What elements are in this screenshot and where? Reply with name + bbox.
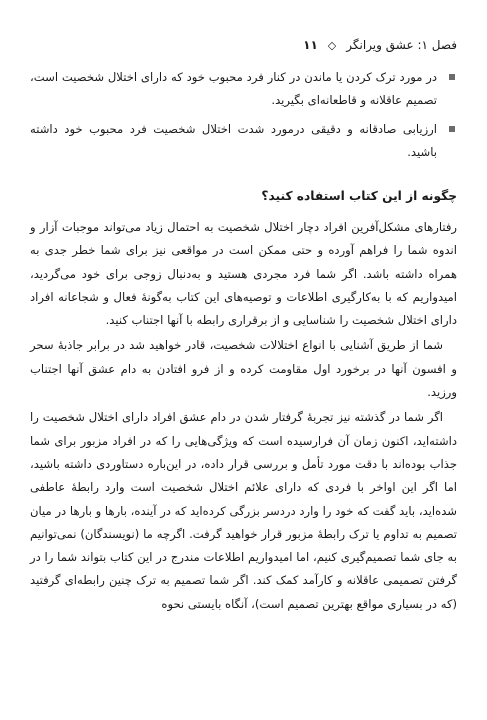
section-heading: چگونه از این کتاب استفاده کنید؟ — [261, 189, 457, 203]
bullet-square-icon — [449, 126, 455, 132]
paragraph: شما از طریق آشنایی با انواع اختلالات شخصیت، قادر خواهید شد در برابر جاذبهٔ سحر و افسون آنها در برخورد اول مقاومت کرده و از فرو افتادن به دام عشق آنها اجتناب ورزید. — [30, 338, 457, 400]
bullet-square-icon — [449, 74, 455, 80]
page-body — [30, 66, 457, 618]
bullet-item — [30, 118, 457, 164]
diamond-separator-icon: ◇ — [327, 38, 337, 52]
page-number: ۱۱ — [303, 38, 318, 52]
paragraph: رفتارهای مشکل‌آفرین افراد دچار اختلال شخصیت به احتمال زیاد می‌تواند موجبات آزار و اندوه شما را فراهم آورده و حتی ممکن است در مواقعی نیز برای شما خطر جدی به همراه داشته باشد. اگر شما فرد مجردی هستید و به‌دنبال زوجی برای خود می‌گردید، امیدواریم که با به‌کارگیری اطلاعات و توصیه‌های این کتاب به‌گونهٔ فعال و شجاعانه افراد دارای اختلال شخصیت را شناسایی و از برقراری رابطه با آنها اجتناب کنید. — [30, 220, 457, 328]
bullet-text: در مورد ترک کردن یا ماندن در کنار فرد محبوب خود که دارای اختلال شخصیت است، تصمیم عاقلانه و قاطعانه‌ای بگیرید. — [30, 70, 437, 107]
chapter-title: فصل ۱: عشق ویرانگر — [346, 38, 457, 52]
bullet-text: ارزیابی صادقانه و دقیقی درمورد شدت اختلال شخصیت فرد محبوب خود داشته باشید. — [30, 122, 437, 159]
paragraph: اگر شما در گذشته نیز تجربهٔ گرفتار شدن در دام عشق افراد دارای اختلال شخصیت را داشته‌اید، اکنون زمان آن فرارسیده است که ویژگی‌هایی را که در افراد مزبور برای شما جذاب بوده‌اند با دقت مورد تأمل و بررسی قرار داده، در این‌باره دستاوردی داشته باشید، اما اگر این اواخر با فردی که دارای علائم اختلال شخصیت است وارد رابطهٔ عاطفی شده‌اید، باید گفت که خود را وارد دردسر بزرگی کرده‌اید که در آینده، بارها و بارها در میان تصمیم به تداوم یا ترک رابطهٔ مزبور قرار خواهید گرفت. اگرچه ما (نویسندگان) نمی‌توانیم به جای شما تصمیم‌گیری کنیم، اما امیدواریم اطلاعات مندرج در این کتاب بتواند شما را در گرفتن تصمیمی عاقلانه و کارآمد کمک کند. اگر شما تصمیم به ترک چنین رابطه‌ای گرفتید (که در بسیاری مواقع بهترین تصمیم است)، آنگاه بایستی نحوه — [30, 410, 457, 611]
running-head — [30, 36, 457, 54]
bullet-item — [30, 66, 457, 112]
